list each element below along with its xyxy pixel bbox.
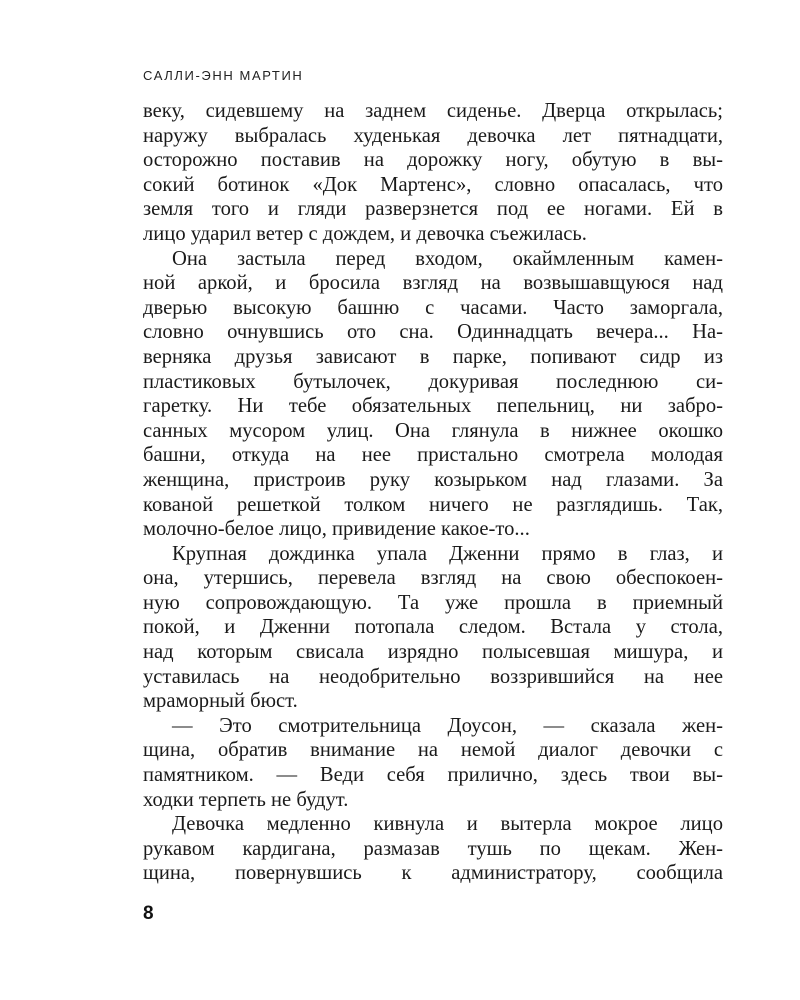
text-line: санных мусором улиц. Она глянула в нижнее окошко [143,419,723,442]
text-line: молочно-белое лицо, привидение какое-то... [143,518,530,541]
text-line: гаретку. Ни тебе обязательных пепельниц, ни забро- [143,395,723,418]
body-text [143,99,723,886]
text-line: лицо ударил ветер с дождем, и девочка съежилась. [143,222,587,245]
page-number: 8 [143,903,154,924]
text-line: кованой решеткой толком ничего не разглядишь. Так, [143,493,723,516]
text-line: ходки терпеть не будут. [143,788,349,811]
text-line: памятником. — Веди себя прилично, здесь твои вы- [143,764,723,787]
text-line: осторожно поставив на дорожку ногу, обутую в вы- [143,149,723,172]
text-line: женщина, пристроив руку козырьком над глазами. За [143,468,723,491]
text-line: земля того и гляди разверзнется под ее ногами. Ей в [143,198,723,221]
text-line: словно очнувшись ото сна. Одиннадцать вечера... На- [143,321,723,344]
text-line: Она застыла перед входом, окаймленным камен- [172,247,723,270]
text-line: верняка друзья зависают в парке, попивают сидр из [143,345,723,368]
text-line: сокий ботинок «Док Мартенс», словно опасалась, что [143,173,723,196]
running-header: САЛЛИ-ЭНН МАРТИН [143,68,304,83]
text-line: уставилась на неодобрительно воззрившийся на нее [143,665,723,688]
text-line: ную сопровождающую. Та уже прошла в приемный [143,591,723,614]
text-line: покой, и Дженни потопала следом. Встала у стола, [143,616,723,639]
text-line: над которым свисала изрядно полысевшая мишура, и [143,641,723,664]
text-line: ной аркой, и бросила взгляд на возвышавщуюся над [143,272,723,295]
text-line: она, утершись, перевела взгляд на свою обеспокоен- [143,567,723,590]
text-line: пластиковых бутылочек, докуривая последнюю си- [143,370,723,393]
text-line: башни, откуда на нее пристально смотрела молодая [143,444,723,467]
text-line: щина, обратив внимание на немой диалог девочки с [143,739,723,762]
text-line: веку, сидевшему на заднем сиденье. Дверца открылась; [143,100,723,122]
text-line: Крупная дождинка упала Дженни прямо в глаз, и [172,542,723,565]
text-line: щина, повернувшись к администратору, сообщила [143,862,723,885]
text-line: мраморный бюст. [143,690,298,713]
text-line: рукавом кардигана, размазав тушь по щекам. Жен- [143,837,723,860]
text-line: наружу выбралась худенькая девочка лет пятнадцати, [143,124,723,147]
text-line: Девочка медленно кивнула и вытерла мокрое лицо [172,813,723,836]
text-line: — Это смотрительница Доусон, — сказала жен- [172,714,723,737]
text-line: дверью высокую башню с часами. Часто заморгала, [143,296,723,319]
